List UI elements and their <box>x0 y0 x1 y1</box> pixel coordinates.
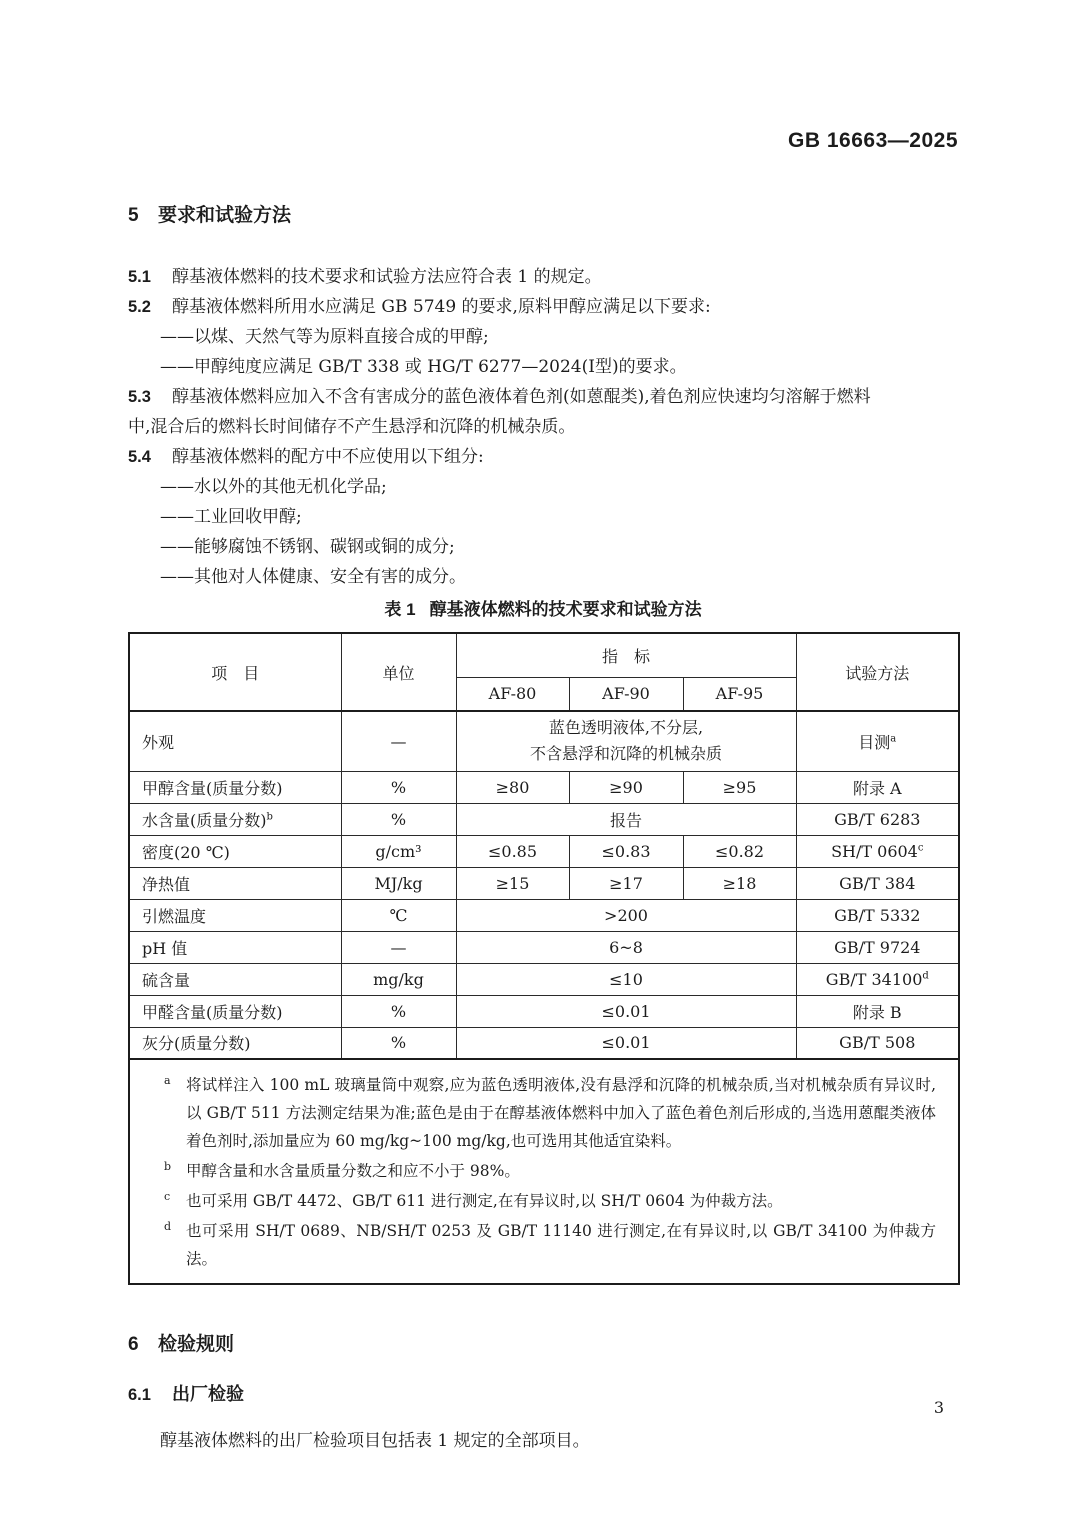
section-5-title: 要求和试验方法 <box>158 205 292 226</box>
row-value: ≥17 <box>569 867 683 899</box>
clause-5-1 <box>128 262 958 292</box>
clause-5-2-number: 5.2 <box>128 298 151 316</box>
clause-5-4 <box>128 442 958 472</box>
column-header-grade: AF-80 <box>456 677 569 711</box>
section-6-number: 6 <box>128 1334 139 1355</box>
table-row <box>129 771 959 803</box>
row-value: ≥15 <box>456 867 569 899</box>
table-1-caption-number: 表 1 <box>384 600 416 619</box>
table-1-header <box>129 633 959 711</box>
row-value: ≤0.83 <box>569 835 683 867</box>
clause-5-2 <box>128 292 958 322</box>
table-row <box>129 995 959 1027</box>
footnote-text: 也可采用 GB/T 4472、GB/T 611 进行测定,在有异议时,以 SH/T 0604 为仲裁方法。 <box>186 1192 783 1210</box>
row-unit: % <box>341 995 456 1027</box>
section-6-heading <box>128 1333 958 1357</box>
clause-5-4-text: 醇基液体燃料的配方中不应使用以下组分: <box>172 447 484 467</box>
footnote-marker: b <box>164 1160 172 1173</box>
row-method: GB/T 508 <box>796 1027 959 1059</box>
clause-5-4-item: ——能够腐蚀不锈钢、碳钢或铜的成分; <box>160 537 455 557</box>
table-1-caption <box>128 598 958 622</box>
footnote-text: 也可采用 SH/T 0689、NB/SH/T 0253 及 GB/T 11140 进行测定,在有异议时,以 GB/T 34100 为仲裁方法。 <box>186 1222 937 1268</box>
table-row <box>129 711 959 771</box>
row-value-line: 蓝色透明液体,不分层, <box>548 718 704 738</box>
row-method <box>796 835 959 867</box>
table-row <box>129 963 959 995</box>
table-1-caption-title: 醇基液体燃料的技术要求和试验方法 <box>429 600 702 619</box>
row-value: ≥18 <box>683 867 796 899</box>
table-row <box>129 1027 959 1059</box>
row-value: ≥95 <box>683 771 796 803</box>
clause-5-3-text-line2: 中,混合后的燃料长时间储存不产生悬浮和沉降的机械杂质。 <box>128 417 576 437</box>
row-method <box>796 711 959 771</box>
row-value: ≤0.85 <box>456 835 569 867</box>
table-footnotes <box>129 1059 959 1284</box>
row-unit: MJ/kg <box>341 867 456 899</box>
clause-5-1-text: 醇基液体燃料的技术要求和试验方法应符合表 1 的规定。 <box>172 267 602 287</box>
row-item-label: 灰分(质量分数) <box>129 1027 341 1059</box>
section-5-number: 5 <box>128 205 139 226</box>
footnote-text: 将试样注入 100 mL 玻璃量筒中观察,应为蓝色透明液体,没有悬浮和沉降的机械杂质,当对机械杂质有异议时,以 GB/T 511 方法测定结果为准;蓝色是由于在醇基液体燃料中加入了蓝色着色剂后形成的,当选用蒽醌类液体着色剂时,添加量应为 60 mg/kg~100 mg/kg,也可选用其他适宜染料。 <box>186 1076 937 1150</box>
footnote-ref-b: b <box>266 811 273 823</box>
row-item-label: 外观 <box>129 711 341 771</box>
row-method: GB/T 5332 <box>796 899 959 931</box>
clause-5-3-number: 5.3 <box>128 388 151 406</box>
row-value: ≥90 <box>569 771 683 803</box>
table-1 <box>128 632 960 1285</box>
clause-5-2-item: ——以煤、天然气等为原料直接合成的甲醇; <box>160 327 489 347</box>
row-value: ≤10 <box>456 963 796 995</box>
row-value-line: 不含悬浮和沉降的机械杂质 <box>530 744 723 764</box>
section-6-1-title: 出厂检验 <box>172 1384 244 1404</box>
row-item-label: 甲醇含量(质量分数) <box>129 771 341 803</box>
row-item-label: 甲醛含量(质量分数) <box>129 995 341 1027</box>
row-unit: % <box>341 803 456 835</box>
row-method: GB/T 9724 <box>796 931 959 963</box>
row-item-label: 硫含量 <box>129 963 341 995</box>
table-row <box>129 803 959 835</box>
row-value: >200 <box>456 899 796 931</box>
row-method-text: SH/T 0604 <box>831 841 918 861</box>
row-item-label: 净热值 <box>129 867 341 899</box>
row-value: ≤0.82 <box>683 835 796 867</box>
clause-5-4-number: 5.4 <box>128 448 151 466</box>
row-item-label: 密度(20 ℃) <box>129 835 341 867</box>
row-method <box>796 963 959 995</box>
footnote-text: 甲醇含量和水含量质量分数之和应不小于 98%。 <box>186 1162 520 1180</box>
footnote-d <box>164 1217 936 1273</box>
column-header-unit: 单位 <box>341 633 456 711</box>
clause-5-4-item: ——工业回收甲醇; <box>160 507 302 527</box>
clause-5-1-number: 5.1 <box>128 268 151 286</box>
footnote-ref-c: c <box>917 842 924 854</box>
clause-5-2-text: 醇基液体燃料所用水应满足 GB 5749 的要求,原料甲醇应满足以下要求: <box>172 297 711 317</box>
section-6-1-number: 6.1 <box>128 1386 151 1404</box>
section-6-1-paragraph: 醇基液体燃料的出厂检验项目包括表 1 规定的全部项目。 <box>160 1431 590 1451</box>
column-header-grade: AF-90 <box>569 677 683 711</box>
row-method: GB/T 6283 <box>796 803 959 835</box>
footnote-b <box>164 1157 936 1185</box>
row-value: ≥80 <box>456 771 569 803</box>
section-6-1-heading <box>128 1383 958 1406</box>
page-number: 3 <box>933 1398 944 1417</box>
row-method: 附录 A <box>796 771 959 803</box>
row-unit: mg/kg <box>341 963 456 995</box>
row-item-label <box>129 803 341 835</box>
row-unit: g/cm³ <box>341 835 456 867</box>
clause-5-3-text-line1: 醇基液体燃料应加入不含有害成分的蓝色液体着色剂(如蒽醌类),着色剂应快速均匀溶解于燃料 <box>172 387 871 407</box>
row-unit: % <box>341 1027 456 1059</box>
column-header-index: 指 标 <box>456 633 796 677</box>
row-value <box>456 711 796 771</box>
footnote-ref-d: d <box>922 970 929 982</box>
row-unit: — <box>341 711 456 771</box>
footnote-marker: c <box>164 1190 171 1203</box>
row-method-text: GB/T 34100 <box>825 969 923 989</box>
section-5-heading <box>128 204 958 228</box>
clause-5-3 <box>128 382 958 412</box>
footnote-marker: d <box>164 1220 172 1233</box>
footnote-a <box>164 1071 936 1155</box>
table-row <box>129 835 959 867</box>
footnote-marker: a <box>164 1074 171 1087</box>
row-method: 附录 B <box>796 995 959 1027</box>
row-unit: — <box>341 931 456 963</box>
row-item-label: pH 值 <box>129 931 341 963</box>
row-item-text: 水含量(质量分数) <box>142 810 267 830</box>
column-header-grade: AF-95 <box>683 677 796 711</box>
clause-5-4-item: ——其他对人体健康、安全有害的成分。 <box>160 567 466 587</box>
row-method-text: 目测 <box>858 732 891 752</box>
row-value: 6~8 <box>456 931 796 963</box>
row-method: GB/T 384 <box>796 867 959 899</box>
table-row <box>129 899 959 931</box>
row-value: ≤0.01 <box>456 995 796 1027</box>
row-unit: % <box>341 771 456 803</box>
row-unit: ℃ <box>341 899 456 931</box>
clause-5-2-item: ——甲醇纯度应满足 GB/T 338 或 HG/T 6277—2024(Ⅰ型)的要求。 <box>160 357 687 377</box>
standard-number: GB 16663—2025 <box>788 129 958 152</box>
footnote-ref-a: a <box>890 733 897 745</box>
row-item-label: 引燃温度 <box>129 899 341 931</box>
section-6-title: 检验规则 <box>158 1334 235 1355</box>
row-value: ≤0.01 <box>456 1027 796 1059</box>
row-value: 报告 <box>456 803 796 835</box>
column-header-method: 试验方法 <box>796 633 959 711</box>
table-row <box>129 867 959 899</box>
column-header-item: 项 目 <box>129 633 341 711</box>
footnote-c <box>164 1187 936 1215</box>
table-row <box>129 931 959 963</box>
clause-5-4-item: ——水以外的其他无机化学品; <box>160 477 387 497</box>
